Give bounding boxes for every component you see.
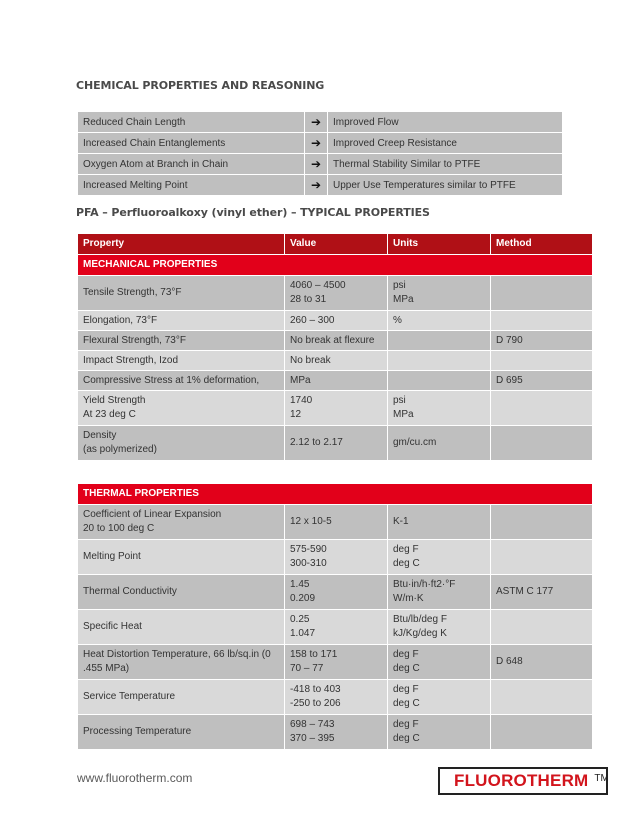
cell-method: [491, 610, 593, 645]
cell-method: [491, 540, 593, 575]
table-row: [78, 391, 593, 426]
units-line: deg C: [393, 663, 420, 674]
table-row: [78, 575, 593, 610]
cell-value: [285, 311, 388, 331]
footer-url[interactable]: www.fluorotherm.com: [77, 771, 193, 785]
section-title-thermal: THERMAL PROPERTIES: [78, 484, 593, 505]
property-line: .455 MPa): [83, 663, 130, 674]
column-header-method: Method: [491, 234, 593, 255]
cell-property: [78, 426, 285, 461]
cell-method: [491, 645, 593, 680]
property-line: At 23 deg C: [83, 409, 136, 420]
cell-property: [78, 680, 285, 715]
value-line: 575-590: [290, 544, 327, 555]
arrow-right-icon: ➔: [305, 154, 328, 175]
value-line: No break: [290, 354, 331, 366]
section-title-mechanical: MECHANICAL PROPERTIES: [78, 255, 593, 276]
column-header-value: Value: [285, 234, 388, 255]
units-line: deg F: [393, 649, 419, 660]
value-line: 1.45: [290, 579, 310, 590]
cell-property: [78, 540, 285, 575]
units-line: kJ/Kg/deg K: [393, 628, 447, 639]
fluorotherm-logo: [438, 767, 608, 795]
cell-property: [78, 505, 285, 540]
value-line: MPa: [290, 374, 311, 386]
table-row: [78, 311, 593, 331]
cell-method: [491, 371, 593, 391]
section-row-thermal: [78, 484, 593, 505]
arrow-right-icon: ➔: [305, 112, 328, 133]
chemical-properties-heading: CHEMICAL PROPERTIES AND REASONING: [76, 79, 325, 92]
reasoning-cause: Increased Chain Entanglements: [78, 133, 305, 154]
property-line: Processing Temperature: [83, 726, 192, 737]
pfa-properties-heading: PFA – Perfluoroalkoxy (vinyl ether) – TYPICAL PROPERTIES: [76, 206, 430, 219]
cell-units: [388, 715, 491, 750]
cell-property: [78, 715, 285, 750]
table-row: [78, 426, 593, 461]
reasoning-cause: Oxygen Atom at Branch in Chain: [78, 154, 305, 175]
cell-property: [78, 276, 285, 311]
cell-value: [285, 331, 388, 351]
reasoning-effect: Upper Use Temperatures similar to PTFE: [328, 175, 563, 196]
units-line: deg C: [393, 698, 420, 709]
cell-units: [388, 575, 491, 610]
cell-units: [388, 610, 491, 645]
property-line: 20 to 100 deg C: [83, 523, 155, 534]
cell-method: [491, 331, 593, 351]
value-line: 2.12 to 2.17: [290, 437, 343, 448]
value-line: 300-310: [290, 558, 327, 569]
units-line: deg F: [393, 544, 419, 555]
property-line: Specific Heat: [83, 621, 142, 632]
reasoning-row: [78, 154, 563, 175]
value-line: 158 to 171: [290, 649, 338, 660]
table-row: [78, 276, 593, 311]
table-row: [78, 680, 593, 715]
table-row: [78, 351, 593, 371]
cell-property: [78, 351, 285, 371]
units-line: deg C: [393, 733, 420, 744]
table-row: [78, 505, 593, 540]
property-line: Melting Point: [83, 551, 141, 562]
units-line: deg F: [393, 684, 419, 695]
units-line: MPa: [393, 409, 414, 420]
cell-value: [285, 371, 388, 391]
arrow-right-icon: ➔: [305, 175, 328, 196]
units-line: Btu·in/h·ft2·°F: [393, 579, 456, 590]
property-line: (as polymerized): [83, 444, 157, 455]
units-line: psi: [393, 395, 406, 406]
cell-units: [388, 331, 491, 351]
cell-value: [285, 645, 388, 680]
units-line: K-1: [393, 516, 409, 527]
units-line: gm/cu.cm: [393, 437, 437, 448]
method-line: D 790: [496, 334, 523, 346]
reasoning-table: [77, 111, 563, 196]
cell-method: [491, 505, 593, 540]
property-line: Flexural Strength, 73°F: [83, 334, 186, 346]
units-line: psi: [393, 280, 406, 291]
cell-units: [388, 351, 491, 371]
table-row: [78, 610, 593, 645]
cell-value: [285, 426, 388, 461]
property-line: Heat Distortion Temperature, 66 lb/sq.in (0: [83, 649, 271, 660]
cell-value: [285, 351, 388, 371]
cell-units: [388, 311, 491, 331]
cell-method: [491, 680, 593, 715]
units-line: MPa: [393, 294, 414, 305]
method-line: ASTM C 177: [496, 586, 554, 597]
cell-units: [388, 426, 491, 461]
cell-value: [285, 680, 388, 715]
cell-units: [388, 645, 491, 680]
value-line: 0.25: [290, 614, 310, 625]
value-line: -250 to 206: [290, 698, 341, 709]
cell-method: [491, 351, 593, 371]
cell-value: [285, 540, 388, 575]
cell-property: [78, 371, 285, 391]
reasoning-effect: Improved Flow: [328, 112, 563, 133]
arrow-right-icon: ➔: [305, 133, 328, 154]
cell-units: [388, 391, 491, 426]
value-line: 0.209: [290, 593, 316, 604]
method-line: D 648: [496, 656, 523, 667]
reasoning-cause: Reduced Chain Length: [78, 112, 305, 133]
cell-value: [285, 276, 388, 311]
table-row: [78, 715, 593, 750]
logo-text: FLUOROTHERM: [454, 771, 589, 790]
cell-method: [491, 715, 593, 750]
cell-method: [491, 575, 593, 610]
value-line: 4060 – 4500: [290, 280, 346, 291]
cell-units: [388, 540, 491, 575]
units-line: deg F: [393, 719, 419, 730]
value-line: 12 x 10-5: [290, 516, 332, 527]
table-row: [78, 645, 593, 680]
cell-property: [78, 331, 285, 351]
value-line: 260 – 300: [290, 314, 335, 326]
table-row: [78, 331, 593, 351]
reasoning-row: [78, 133, 563, 154]
property-line: Thermal Conductivity: [83, 586, 177, 597]
property-line: Service Temperature: [83, 691, 176, 702]
cell-method: [491, 426, 593, 461]
table-row: [78, 371, 593, 391]
cell-value: [285, 715, 388, 750]
cell-units: [388, 505, 491, 540]
cell-method: [491, 391, 593, 426]
table-row: [78, 540, 593, 575]
thermal-properties-table: [77, 483, 593, 750]
cell-units: [388, 276, 491, 311]
table-header-row: [78, 234, 593, 255]
cell-method: [491, 276, 593, 311]
column-header-units: Units: [388, 234, 491, 255]
column-header-property: Property: [78, 234, 285, 255]
cell-method: [491, 311, 593, 331]
value-line: 1740: [290, 395, 313, 406]
property-line: Compressive Stress at 1% deformation,: [83, 374, 260, 386]
property-line: Elongation, 73°F: [83, 314, 158, 326]
cell-units: [388, 371, 491, 391]
cell-property: [78, 610, 285, 645]
reasoning-cause: Increased Melting Point: [78, 175, 305, 196]
section-row-mechanical: [78, 255, 593, 276]
mechanical-properties-table: [77, 233, 593, 461]
cell-property: [78, 575, 285, 610]
units-line: W/m·K: [393, 593, 424, 604]
value-line: 28 to 31: [290, 294, 327, 305]
value-line: 1.047: [290, 628, 316, 639]
cell-units: [388, 680, 491, 715]
value-line: 12: [290, 409, 302, 420]
method-line: D 695: [496, 374, 523, 386]
logo-trademark: TM: [594, 772, 609, 784]
property-line: Impact Strength, Izod: [83, 354, 179, 366]
cell-property: [78, 645, 285, 680]
cell-property: [78, 311, 285, 331]
property-line: Coefficient of Linear Expansion: [83, 509, 222, 520]
reasoning-effect: Thermal Stability Similar to PTFE: [328, 154, 563, 175]
cell-value: [285, 391, 388, 426]
value-line: 70 – 77: [290, 663, 324, 674]
reasoning-row: [78, 112, 563, 133]
property-line: Tensile Strength, 73°F: [83, 287, 182, 298]
cell-value: [285, 505, 388, 540]
units-line: deg C: [393, 558, 420, 569]
units-line: Btu/lb/deg F: [393, 614, 447, 625]
units-line: %: [393, 314, 402, 326]
value-line: No break at flexure: [290, 334, 375, 346]
value-line: -418 to 403: [290, 684, 341, 695]
property-line: Yield Strength: [83, 395, 146, 406]
value-line: 370 – 395: [290, 733, 335, 744]
reasoning-row: [78, 175, 563, 196]
property-line: Density: [83, 430, 117, 441]
reasoning-effect: Improved Creep Resistance: [328, 133, 563, 154]
cell-value: [285, 610, 388, 645]
cell-property: [78, 391, 285, 426]
value-line: 698 – 743: [290, 719, 335, 730]
cell-value: [285, 575, 388, 610]
